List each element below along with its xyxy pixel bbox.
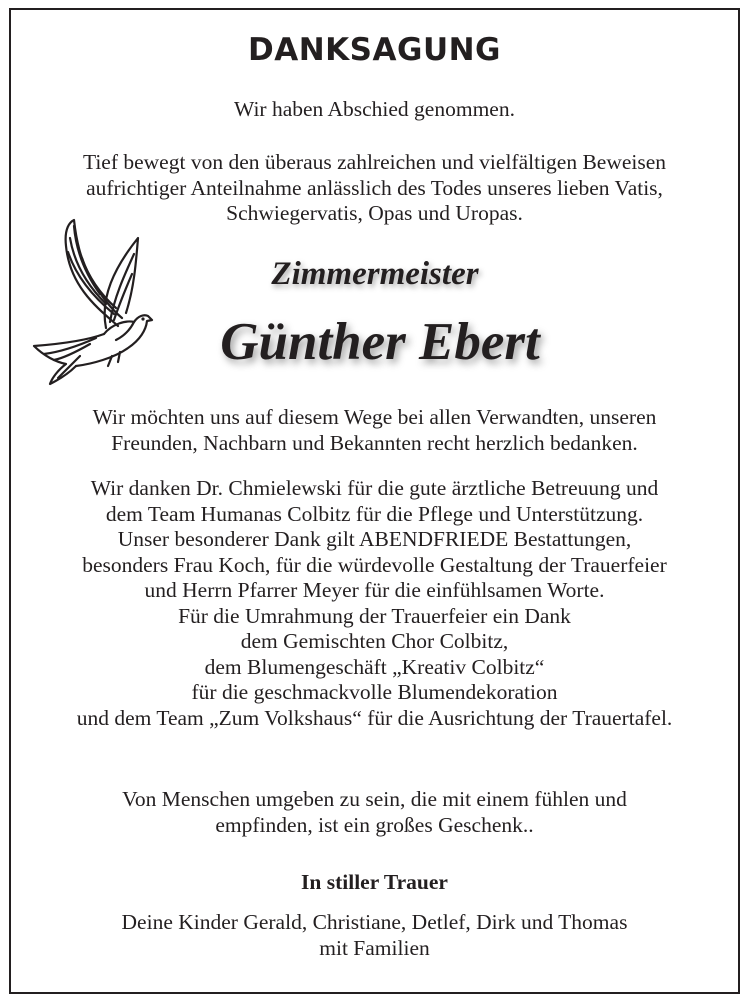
text-line: dem Blumengeschäft „Kreativ Colbitz“ [204,654,545,679]
quote-paragraph [0,787,749,838]
specific-thanks-paragraph [0,476,749,731]
text-line: aufrichtiger Anteilnahme anlässlich des Todes unseres lieben Vatis, [86,175,663,200]
text-line: für die geschmackvolle Blumendekoration [191,680,558,704]
text-line: dem Team Humanas Colbitz für die Pflege und Unterstützung. [105,501,644,526]
signature-line: mit Familien [319,935,430,960]
text-line: Wir danken Dr. Chmielewski für die gute ärztliche Betreuung und [90,476,659,500]
closing-heading [0,870,749,896]
closing-heading-text: In stiller Trauer [301,870,448,894]
text-line: dem Gemischten Chor Colbitz, [240,629,509,653]
gratitude-paragraph [0,150,749,227]
text-line: Wir möchten uns auf diesem Wege bei allen Verwandten, unseren [92,405,657,429]
text-line: Für die Umrahmung der Trauerfeier ein Dank [178,603,571,628]
text-line: empfinden, ist ein großes Geschenk.. [215,812,534,837]
signature-line: Deine Kinder Gerald, Christiane, Detlef, Dirk und Thomas [121,910,628,934]
deceased-profession: Zimmermeister [271,256,479,292]
signature-block [0,910,749,961]
text-line: und dem Team „Zum Volkshaus“ für die Ausrichtung der Trauertafel. [76,705,673,730]
intro-text [0,97,749,123]
dove-icon [30,218,156,388]
notice-title: DANKSAGUNG [247,32,501,68]
general-thanks-paragraph [0,405,749,456]
intro-line: Wir haben Abschied genommen. [234,97,515,121]
text-line: Freunden, Nachbarn und Bekannten recht herzlich bedanken. [111,430,638,455]
text-line: und Herrn Pfarrer Meyer für die einfühlsamen Worte. [144,578,605,602]
text-line: besonders Frau Koch, für die würdevolle Gestaltung der Trauerfeier [82,552,667,577]
text-line: Schwiegervatis, Opas und Uropas. [226,201,523,225]
text-line: Tief bewegt von den überaus zahlreichen und vielfältigen Beweisen [82,150,667,174]
text-line: Unser besonderer Dank gilt ABENDFRIEDE Bestattungen, [117,527,632,551]
text-line: Von Menschen umgeben zu sein, die mit einem fühlen und [122,787,627,811]
deceased-name: Günther Ebert [220,313,540,371]
